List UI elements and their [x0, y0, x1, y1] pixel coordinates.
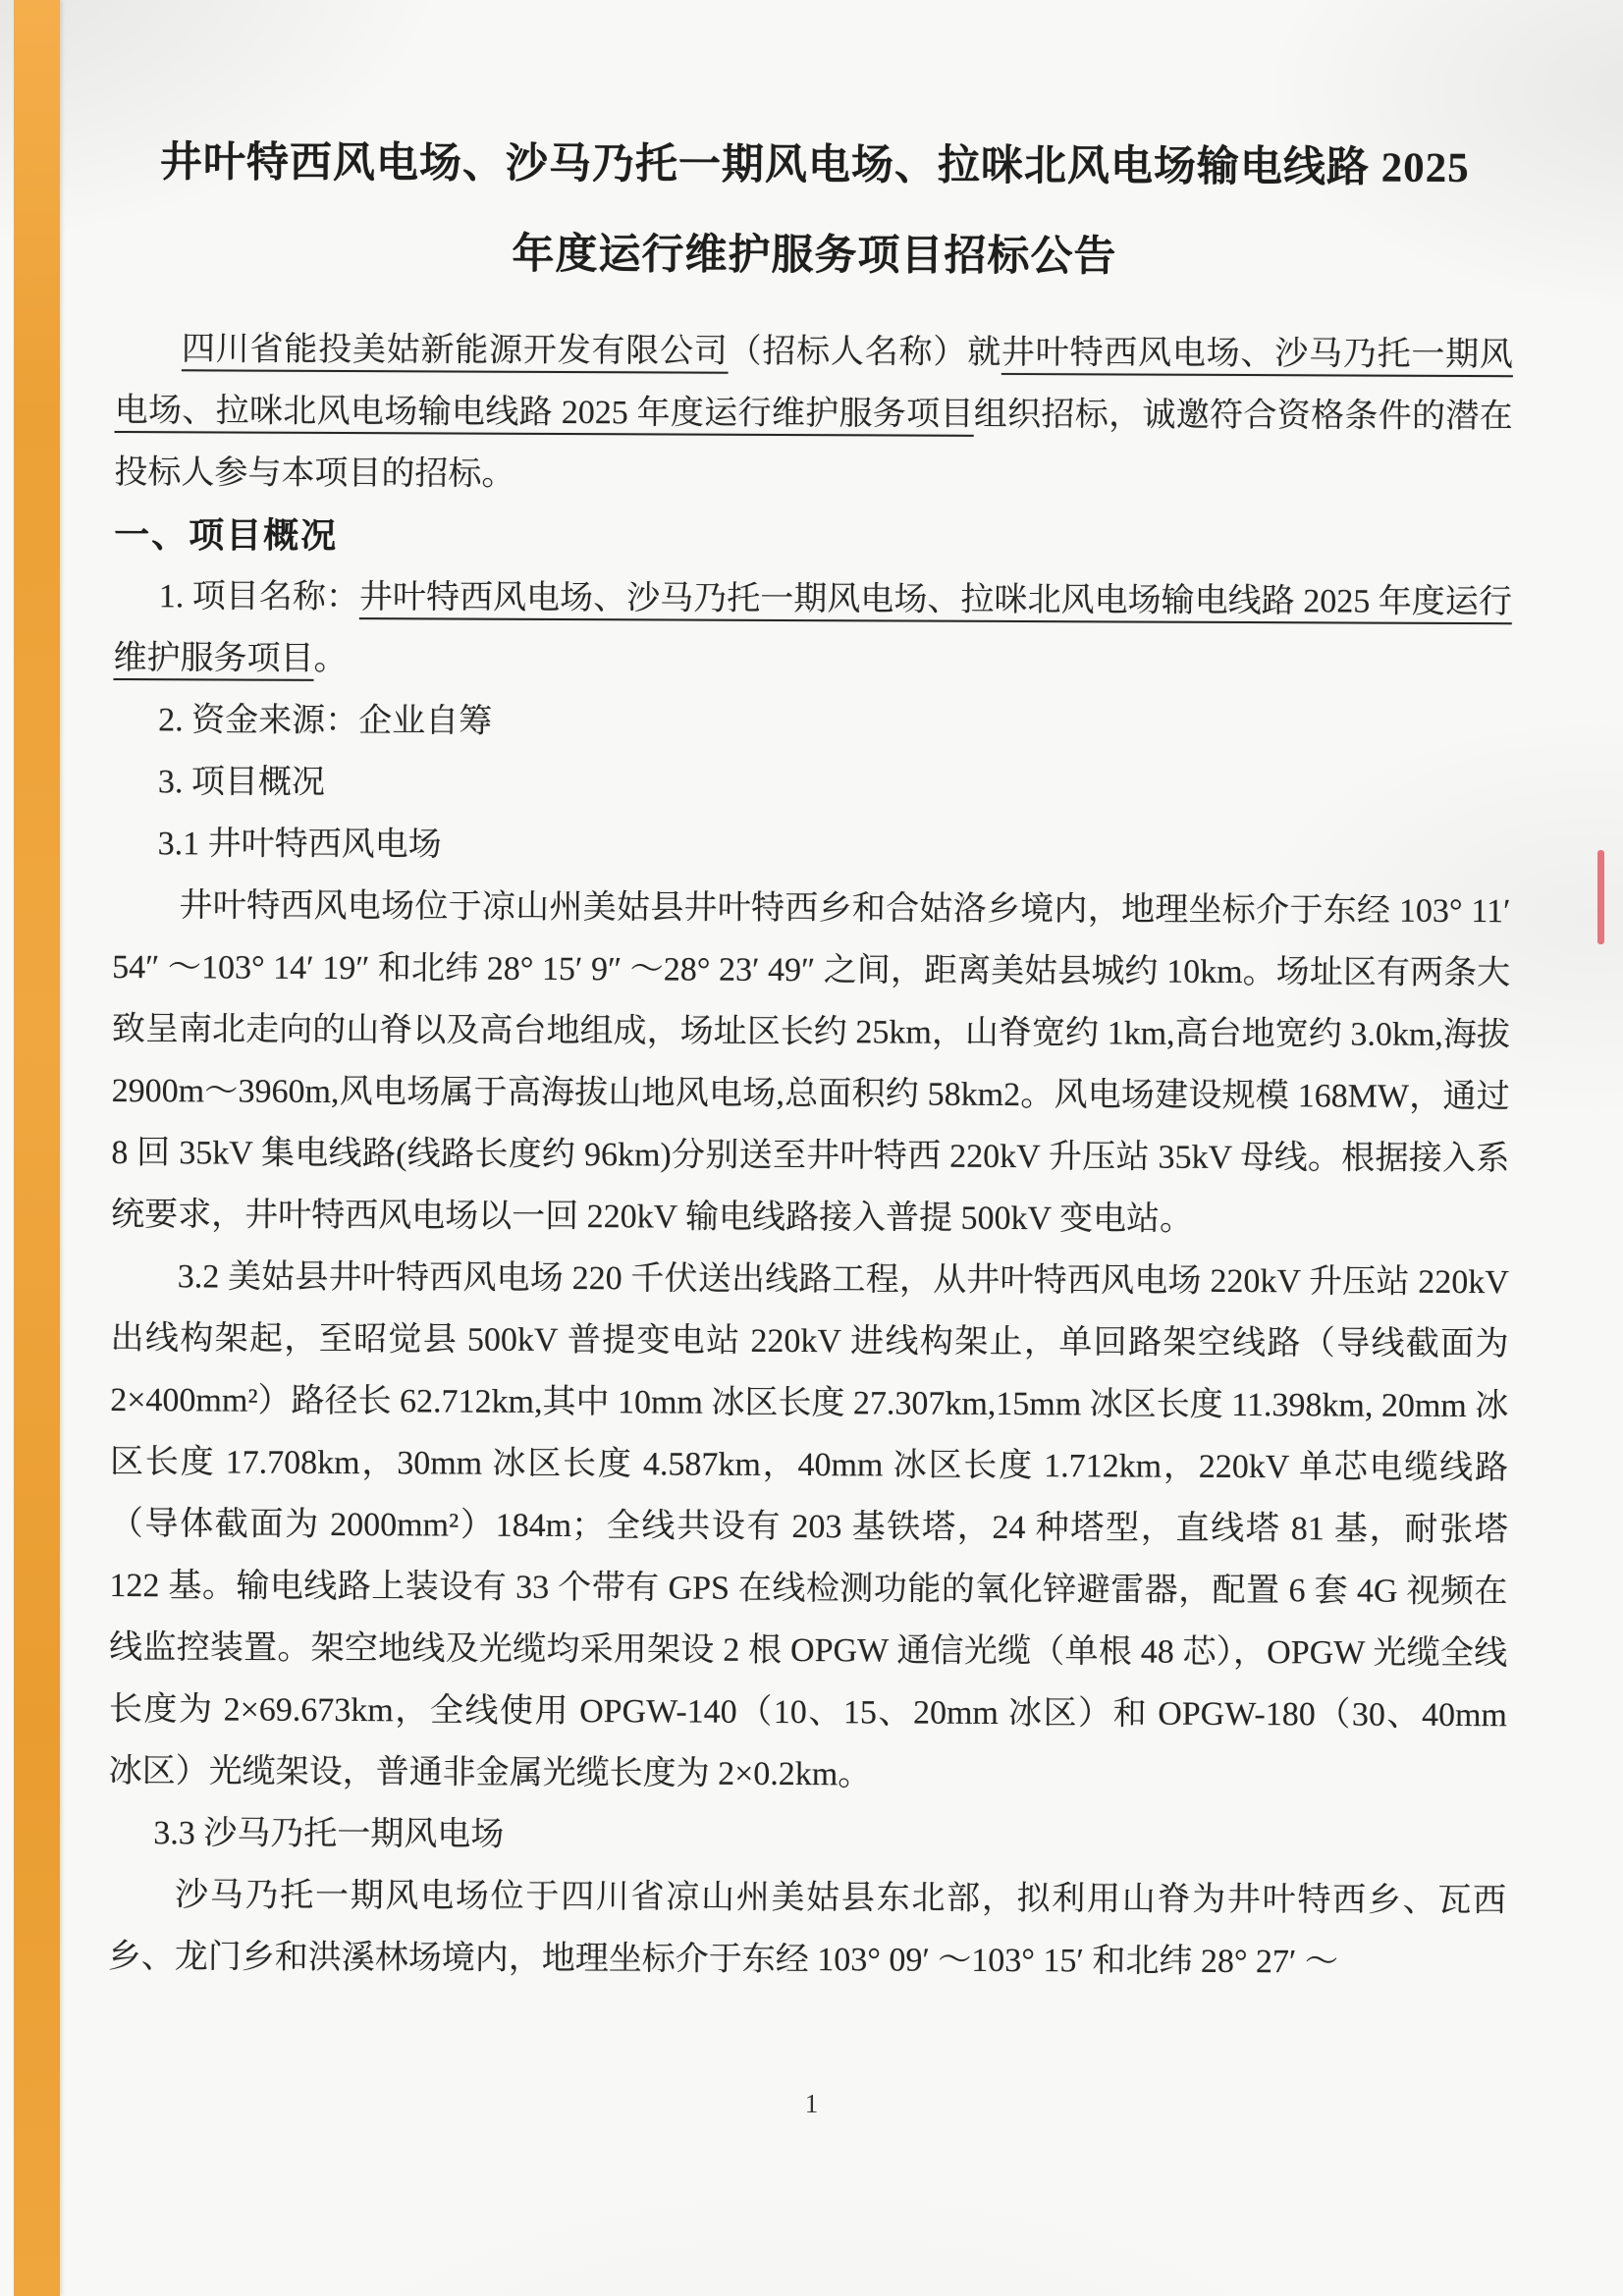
item-1-suffix: 。 [313, 640, 348, 678]
document-title [115, 118, 1514, 304]
intro-tail-text: 组织招标，诚邀符合资格条件的潜在投标人参与本项目的招标。 [114, 396, 1513, 493]
title-line-2: 年度运行维护服务项目招标公告 [512, 231, 1117, 281]
para-3-3-shamanaituo-description: 沙马乃托一期风电场位于四川省凉山州美姑县东北部，拟利用山脊为井叶特西乡、瓦西乡、龙门乡和洪溪林场境内，地理坐标介于东经 103° 09′ ～103° 15′ 和北纬 28° 27′ ～ [107, 1877, 1507, 1981]
scan-left-color-strip [14, 0, 60, 2296]
scan-red-pen-mark [1597, 850, 1604, 944]
tenderer-name-underlined: 四川省能投美姑新能源开发有限公司 [181, 331, 729, 370]
item-2-funding-source: 2. 资金来源：企业自筹 [158, 702, 493, 740]
intro-paragraph [114, 318, 1513, 509]
project-name-underlined: 井叶特西风电场、沙马乃托一期风电场、拉咪北风电场输电线路 2025 年度运行维护服务项目 [114, 334, 1514, 433]
document-content [108, 118, 1514, 1994]
item-1-project-name [113, 565, 1512, 695]
section-1-heading: 一、项目概况 [114, 513, 339, 556]
item-1-prefix: 1. 项目名称： [158, 578, 360, 616]
para-3-2-transmission-line-description: 3.2 美姑县井叶特西风电场 220 千伏送出线路工程，从井叶特西风电场 220kV 升压站 220kV 出线构架起，至昭觉县 500kV 普提变电站 220kV 进线构架止，单回路架空线路（导线截面为 2×400mm²）路径长 62.712km,其中 10mm 冰区长度 27.307km,15mm 冰区长度 11.398km, 20mm 冰区长度 17.708km，30mm 冰区长度 4.587km，40mm 冰区长度 1.712km，220kV 单芯电缆线路（导体截面为 2000mm²）184m；全线共设有 203 基铁塔，24 种塔型，直线塔 81 基，耐张塔 122 基。输电线路上装设有 33 个带有 GPS 在线检测功能的氧化锌避雷器，配置 6 套 4G 视频在线监控装置。架空地线及光缆均采用架设 2 根 OPGW 通信光缆（单根 48 芯），OPGW 光缆全线长度为 2×69.673km，全线使用 OPGW-140（10、15、20mm 冰区）和 OPGW-180（30、40mm 冰区）光缆架设，普通非金属光缆长度为 2×0.2km。 [108, 1258, 1509, 1793]
item-3-3-heading: 3.3 沙马乃托一期风电场 [153, 1815, 505, 1853]
item-3-project-overview: 3. 项目概况 [157, 764, 326, 801]
para-3-1-wind-farm-description: 井叶特西风电场位于凉山州美姑县井叶特西乡和合姑洛乡境内，地理坐标介于东经 103° 11′ 54″ ～103° 14′ 19″ 和北纬 28° 15′ 9″ ～28° 23′ 49″ 之间，距离美姑县城约 10km。场址区有两条大致呈南北走向的山脊以及高台地组成，场址区长约 25km，山脊宽约 1km,高台地宽约 3.0km,海拔 2900m～3960m,风电场属于高海拔山地风电场,总面积约 58km2。风电场建设规模 168MW，通过 8 回 35kV 集电线路(线路长度约 96km)分别送至井叶特西 220kV 升压站 35kV 母线。根据接入系统要求，井叶特西风电场以一回 220kV 输电线路接入普提 500kV 变电站。 [111, 887, 1511, 1238]
item-1-project-name-underlined: 井叶特西风电场、沙马乃托一期风电场、拉咪北风电场输电线路 2025 年度运行维护服务项目 [113, 579, 1512, 677]
item-3-1-heading: 3.1 井叶特西风电场 [157, 826, 442, 864]
tenderer-name-note: （招标人名称）就 [728, 333, 1002, 371]
page-number: 1 [804, 2089, 819, 2118]
title-line-1: 井叶特西风电场、沙马乃托一期风电场、拉咪北风电场输电线路 2025 [159, 139, 1470, 192]
